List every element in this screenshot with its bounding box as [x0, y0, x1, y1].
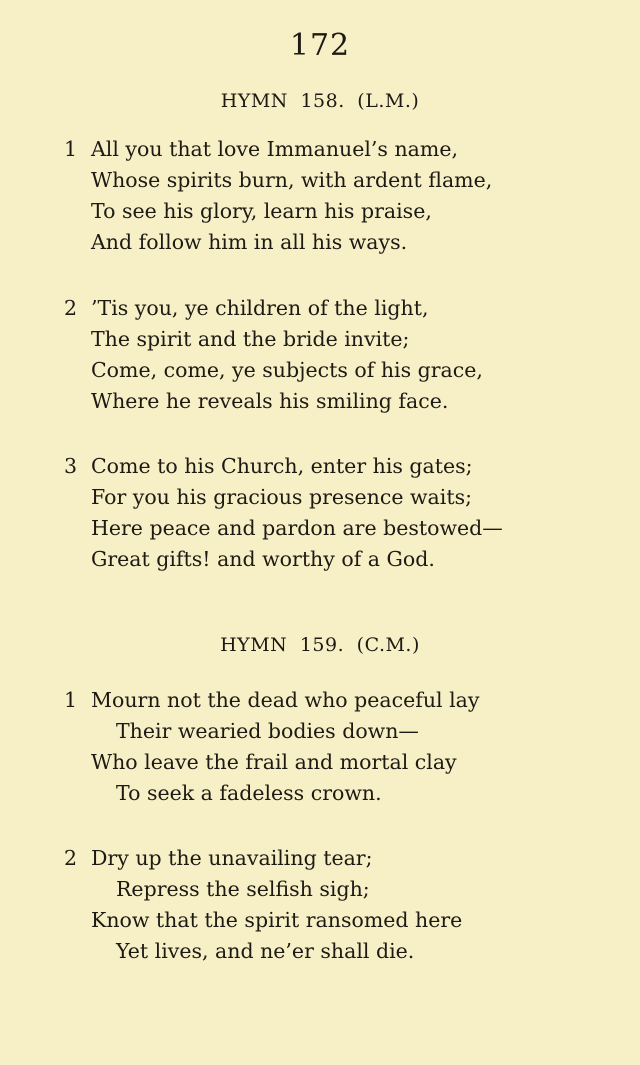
verse-line: The spirit and the bride invite;	[91, 327, 410, 351]
stanza-number: 2	[64, 296, 78, 320]
verse-line: Come to his Church, enter his gates;	[91, 454, 473, 478]
verse-line: Their wearied bodies down—	[116, 719, 419, 743]
stanza-number: 1	[64, 688, 78, 712]
verse-line: Where he reveals his smiling face.	[91, 389, 449, 413]
verse-line: To see his glory, learn his praise,	[91, 199, 432, 223]
stanza-number: 1	[64, 137, 78, 161]
verse-line: Who leave the frail and mortal clay	[91, 750, 457, 774]
page-number: 172	[289, 28, 351, 63]
verse-line: For you his gracious presence waits;	[91, 485, 472, 509]
verse-line: Come, come, ye subjects of his grace,	[91, 358, 483, 382]
verse-line: ’Tis you, ye children of the light,	[91, 296, 429, 320]
verse-line: Yet lives, and ne’er shall die.	[116, 939, 415, 963]
stanza-number: 2	[64, 846, 78, 870]
verse-line: Whose spirits burn, with ardent flame,	[91, 168, 493, 192]
verse-line: Know that the spirit ransomed here	[91, 908, 463, 932]
verse-line: Dry up the unavailing tear;	[91, 846, 373, 870]
verse-line: And follow him in all his ways.	[91, 230, 408, 254]
verse-line: Mourn not the dead who peaceful lay	[91, 688, 480, 712]
verse-line: All you that love Immanuel’s name,	[91, 137, 458, 161]
verse-line: Repress the selfish sigh;	[116, 877, 370, 901]
hymn-title: HYMN 159. (C.M.)	[220, 634, 420, 656]
verse-line: Here peace and pardon are bestowed—	[91, 516, 503, 540]
verse-line: To seek a fadeless crown.	[116, 781, 382, 805]
verse-line: Great gifts! and worthy of a God.	[91, 547, 435, 571]
hymn-title: HYMN 158. (L.M.)	[220, 90, 420, 112]
stanza-number: 3	[64, 454, 78, 478]
